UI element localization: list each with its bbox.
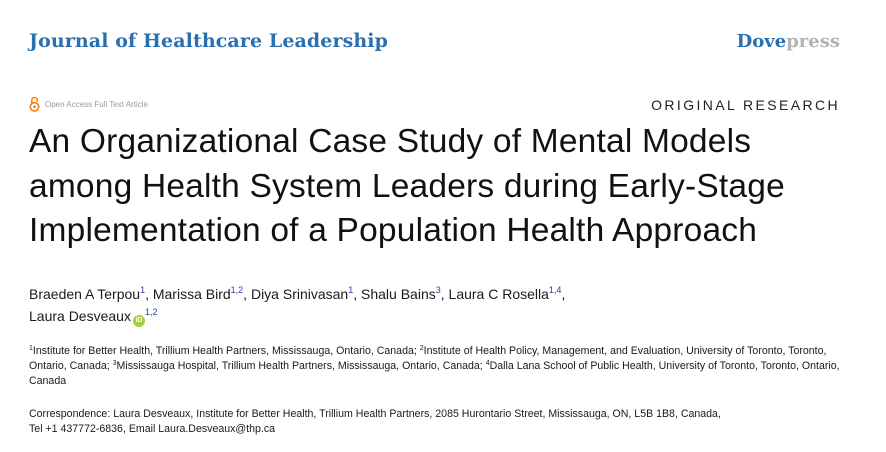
author-name[interactable]: Marissa Bird [152,286,231,302]
author-affiliation-ref[interactable]: 1,4 [548,285,562,295]
author-name[interactable]: Braeden A Terpou [29,286,141,302]
author-name[interactable]: Shalu Bains [361,286,436,302]
affiliation-text: Institute for Better Health, Trillium Health Partners, Mississauga, Ontario, Canada; [32,345,420,357]
affiliation-text: Institute of Health Policy, Management, and Evaluation, University of Toronto, Toronto, Ontario, Canada; [29,345,827,372]
article-title-line: An Organizational Case Study of Mental Models [29,123,752,160]
author-affiliation-ref[interactable]: 1 [140,285,146,295]
article-title-line: Implementation of a Population Health Approach [29,212,758,249]
author-separator: , [353,286,362,302]
article-title-line: among Health System Leaders during Early-Stage [29,167,785,205]
author-name[interactable]: Diya Srinivasan [250,286,349,302]
author-name[interactable]: Laura Desveaux [29,308,131,324]
author-affiliation-ref[interactable]: 3 [435,285,441,295]
article-title [29,120,869,254]
correspondence [29,407,859,437]
publisher-logo-dove: Dove [736,31,787,52]
affiliation-number: 1 [29,345,33,352]
affiliation-number: 2 [419,345,424,352]
affiliation-text: Mississauga Hospital, Trillium Health Partners, Mississauga, Ontario, Canada; [116,360,486,372]
open-access-label: Open Access Full Text Article [45,99,149,109]
author-affiliation-ref[interactable]: 1,2 [144,307,158,317]
author-separator: , [440,286,449,302]
affiliation-text: Dalla Lana School of Public Health, University of Toronto, Toronto, Ontario, Canada [29,360,840,387]
author-separator: , [561,286,566,302]
affiliations [29,344,859,389]
publisher-logo-press: press [786,31,840,52]
open-access-lock-icon [29,96,40,112]
author-affiliation-ref[interactable]: 1,2 [230,285,244,295]
open-access-badge [29,95,148,113]
journal-title[interactable]: Journal of Healthcare Leadership [29,30,389,52]
correspondence-line[interactable]: Tel +1 437772-6836, Email Laura.Desveaux@thp.ca [29,423,276,435]
affiliation-number: 3 [112,360,117,367]
orcid-icon[interactable]: iD [133,315,145,327]
affiliation-number: 4 [485,360,490,367]
correspondence-line[interactable]: Correspondence: Laura Desveaux, Institute for Better Health, Trillium Health Partners, 2085 Hurontario Street, Mississauga, ON, L5B 1B8, Canada, [29,408,721,420]
publisher-logo[interactable] [737,31,840,52]
author-separator: , [145,286,153,302]
author-list [29,283,859,327]
author-separator: , [243,286,251,302]
author-name[interactable]: Laura C Rosella [448,286,549,302]
article-type-label: ORIGINAL RESEARCH [651,97,840,113]
author-affiliation-ref[interactable]: 1 [348,285,354,295]
